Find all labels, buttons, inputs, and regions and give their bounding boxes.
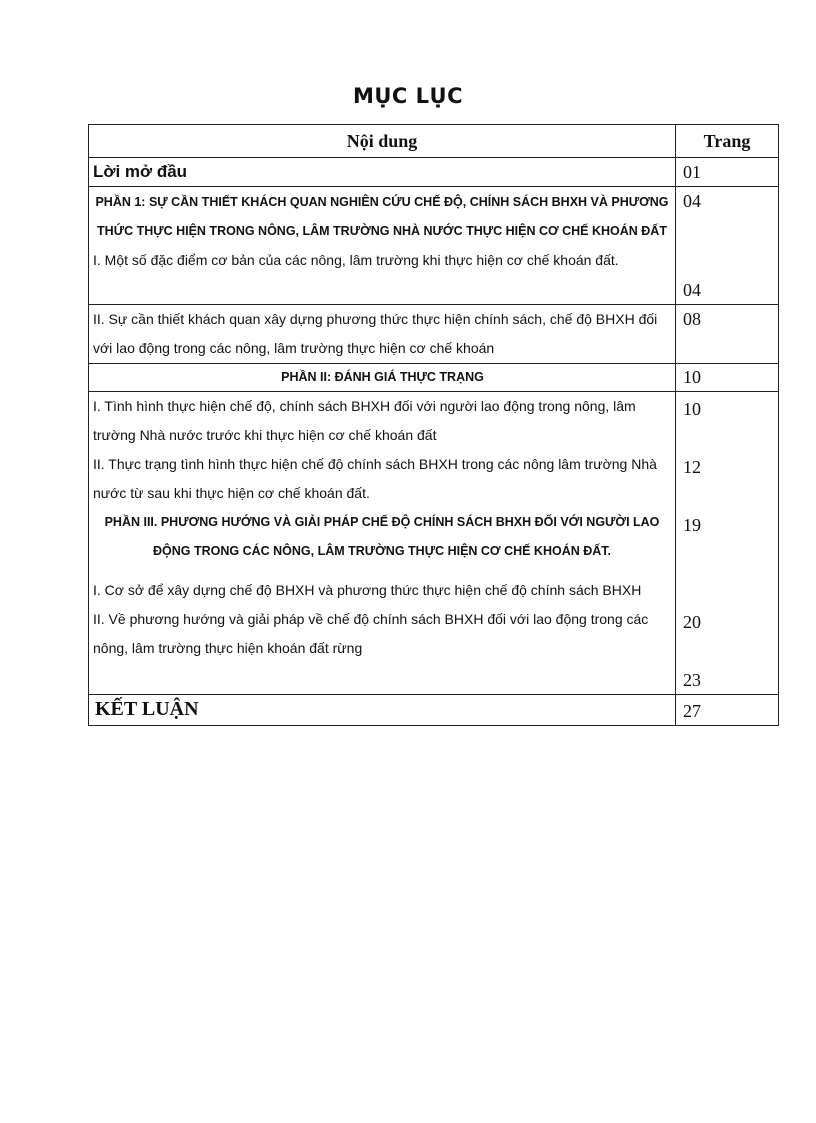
toc-entry-cell	[89, 695, 676, 726]
page-number: 27	[683, 701, 701, 721]
toc-entry-cell	[89, 187, 676, 305]
table-row	[89, 364, 779, 695]
page-number: 04	[683, 280, 701, 300]
spacer	[89, 566, 675, 576]
toc-entry-2-2: II. Thực trạng tình hình thực hiện chế độ chính sách BHXH trong các nông lâm trường Nhà nước từ sau khi thực hiện cơ chế khoán đất.	[93, 456, 657, 501]
page-number: 23	[683, 670, 701, 690]
table-row	[89, 187, 779, 305]
page-number: 20	[683, 612, 701, 632]
toc-part-1-title: PHẦN 1: SỰ CẦN THIẾT KHÁCH QUAN NGHIÊN CỨU CHẾ ĐỘ, CHÍNH SÁCH BHXH VÀ PHƯƠNG THỨC THỰC HIỆN TRONG NÔNG, LÂM TRƯỜNG NHÀ NƯỚC THỰC HIỆN CƠ CHẾ KHOÁN ĐẤT	[95, 195, 669, 238]
toc-part-3-title: PHẦN III. PHƯƠNG HƯỚNG VÀ GIẢI PHÁP CHẾ ĐỘ CHÍNH SÁCH BHXH ĐỐI VỚI NGƯỜI LAO ĐỘNG TRONG CÁC NÔNG, LÂM TRƯỜNG THỰC HIỆN CƠ CHẾ KHOÁN ĐẤT.	[104, 515, 660, 558]
toc-entry-conclusion: KẾT LUẬN	[95, 698, 199, 720]
toc-entry-1-1: I. Một số đặc điểm cơ bản của các nông, lâm trường khi thực hiện cơ chế khoán đất.	[93, 252, 619, 268]
toc-entry-cell	[89, 364, 676, 695]
page-number: 08	[683, 309, 701, 329]
page-number: 04	[683, 191, 701, 211]
toc-page-cell	[676, 187, 779, 305]
page-number: 10	[683, 399, 701, 419]
toc-page-cell	[676, 695, 779, 726]
header-page: Trang	[676, 125, 779, 158]
toc-page-cell	[676, 364, 779, 695]
table-row	[89, 158, 779, 187]
toc-page-cell	[676, 158, 779, 187]
toc-part-2-title: PHẦN II: ĐÁNH GIÁ THỰC TRẠNG	[89, 364, 676, 392]
toc-page-cell	[676, 305, 779, 364]
header-content: Nội dung	[89, 125, 676, 158]
page-number: 10	[675, 364, 778, 392]
toc-entry-1-2: II. Sự cần thiết khách quan xây dựng phương thức thực hiện chính sách, chế độ BHXH đối với lao động trong các nông, lâm trường thực hiện cơ chế khoán	[93, 311, 658, 356]
toc-entry-3-2: II. Về phương hướng và giải pháp về chế độ chính sách BHXH đối với lao động trong các nông, lâm trường thực hiện khoán đất rừng	[93, 611, 649, 656]
table-header-row	[89, 125, 779, 158]
table-row	[89, 305, 779, 364]
toc-entry-3-1: I. Cơ sở để xây dựng chế độ BHXH và phương thức thực hiện chế độ chính sách BHXH	[93, 582, 642, 598]
toc-table	[88, 124, 779, 726]
page-title: MỤC LỤC	[352, 84, 464, 108]
toc-entry-2-1: I. Tình hình thực hiện chế độ, chính sách BHXH đối với người lao động trong nông, lâm trường Nhà nước trước khi thực hiện cơ chế khoán đất	[93, 398, 636, 443]
toc-entry-cell	[89, 305, 676, 364]
toc-entry-intro: Lời mở đầu	[93, 162, 188, 181]
page-number: 01	[683, 162, 701, 182]
toc-entry-cell	[89, 158, 676, 187]
table-row	[89, 695, 779, 726]
page-number: 12	[683, 457, 701, 477]
page-number: 19	[683, 515, 701, 535]
